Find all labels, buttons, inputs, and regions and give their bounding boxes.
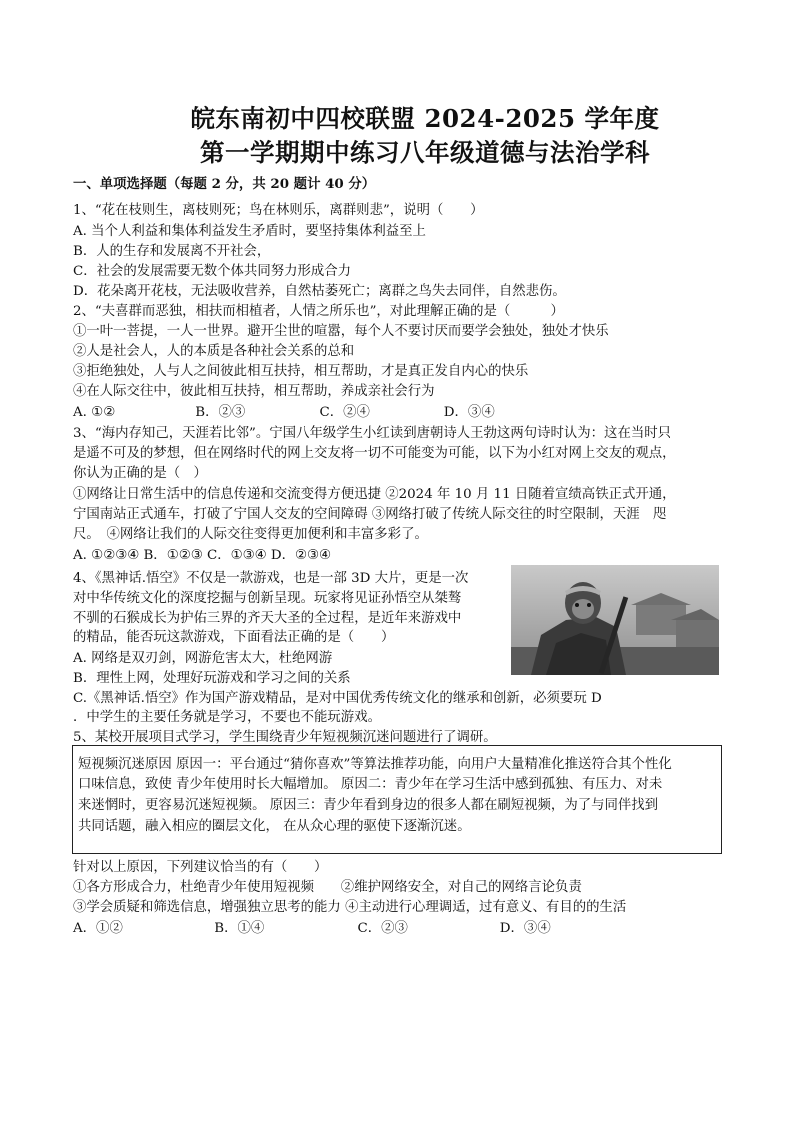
q2-statement-3: ③拒绝独处，人与人之间彼此相互扶持，相互帮助，才是真正发自内心的快乐 <box>73 364 529 379</box>
q5-material-line3: 来迷惘时，更容易沉迷短视频。 原因三：青少年看到身边的很多人都在刷短视频，为了与同伴找到 <box>78 798 659 813</box>
q5-question: 针对以上原因，下列建议恰当的有（ ） <box>73 860 328 875</box>
q2-stem: 2、“夫喜群而恶独，相扶而相植者，人情之所乐也”，对此理解正确的是（ ） <box>73 304 564 319</box>
q3-statement-line3: 尺。 ④网络让我们的人际交往变得更加便利和丰富多彩了。 <box>73 527 428 542</box>
q5-stem: 5、某校开展项目式学习，学生围绕青少年短视频沉迷问题进行了调研。 <box>73 730 497 745</box>
q2-option-d: D．③④ <box>443 405 495 420</box>
q5-option-b: B．①④ <box>214 921 265 936</box>
q5-options <box>73 920 551 937</box>
q2-statement-4: ④在人际交往中，彼此相互扶持，相互帮助，养成亲社会行为 <box>73 384 435 399</box>
q3-statement-line1: ①网络让日常生活中的信息传递和交流变得方便迅捷 ②2024 年 10 月 11 日随着宣绩高铁正式开通， <box>73 487 676 502</box>
section-heading: 一、单项选择题（每题 2 分，共 20 题计 40 分） <box>73 176 376 192</box>
q5-option-a: A．①② <box>73 921 123 936</box>
exam-title-line2: 第一学期期中练习八年级道德与法治学科 <box>200 138 650 167</box>
wukong-illustration <box>511 565 719 675</box>
q1-stem: 1、“花在枝则生，离枝则死；鸟在林则乐，离群则悲”，说明（ ） <box>73 203 484 218</box>
q5-option-c: C．②③ <box>357 921 408 936</box>
q3-stem-line1: 3、“海内存知己，天涯若比邻”。宁国八年级学生小红读到唐朝诗人王勃这两句诗时认为：这在当时只 <box>73 426 672 441</box>
q1-option-a: A. 当个人利益和集体利益发生矛盾时，要坚持集体利益至上 <box>73 224 426 239</box>
q4-stem-line3: 不驯的石猴成长为护佑三界的齐天大圣的全过程，是近年来游戏中 <box>73 611 462 626</box>
q4-option-c: C.《黑神话.悟空》作为国产游戏精品，是对中国优秀传统文化的继承和创新，必须要玩 D <box>73 691 602 706</box>
q5-material-line2: 口味信息，致使 青少年使用时长大幅增加。 原因二：青少年在学习生活中感到孤独、有压力、对未 <box>78 777 663 792</box>
q2-statement-1: ①一叶一菩提，一人一世界。避开尘世的喧嚣，每个人不要讨厌而要学会独处，独处才快乐 <box>73 324 609 339</box>
q1-option-c: C．社会的发展需要无数个体共同努力形成合力 <box>73 264 352 279</box>
q4-option-b: B．理性上网，处理好玩游戏和学习之间的关系 <box>73 671 351 686</box>
q5-option-d: D．③④ <box>499 921 551 936</box>
q4-option-d: ．中学生的主要任务就是学习，不要也不能玩游戏。 <box>73 710 381 725</box>
q2-option-a: A. ①② <box>73 405 116 420</box>
q4-stem-line1: 4、《黑神话.悟空》不仅是一款游戏，也是一部 3D 大片，更是一次 <box>73 571 469 586</box>
q4-option-a: A. 网络是双刃剑，网游危害太大，杜绝网游 <box>73 651 333 666</box>
q2-option-c: C．②④ <box>319 405 370 420</box>
q5-statements-1-2: ①各方形成合力，杜绝青少年使用短视频 ②维护网络安全，对自己的网络言论负责 <box>73 880 582 895</box>
wukong-game-image <box>511 565 719 675</box>
exam-title-line1: 皖东南初中四校联盟 2024-2025 学年度 <box>190 104 660 133</box>
q2-option-b: B．②③ <box>195 405 246 420</box>
q2-options <box>73 404 495 421</box>
q1-option-d: D．花朵离开花枝，无法吸收营养，自然枯萎死亡；离群之鸟失去同伴，自然悲伤。 <box>73 284 566 299</box>
q1-option-b: B．人的生存和发展离不开社会， <box>73 244 271 259</box>
q3-stem-line2: 是遥不可及的梦想，但在网络时代的网上交友将一切不可能变为可能，以下为小红对网上交友的观点， <box>73 446 676 461</box>
q3-statement-line2: 宁国南站正式通车，打破了宁国人交友的空间障碍 ③网络打破了传统人际交往的时空限制，天涯 咫 <box>73 507 667 522</box>
q5-material-line1: 短视频沉迷原因 原因一：平台通过“猜你喜欢”等算法推荐功能，向用户大量精准化推送符合其个性化 <box>78 757 672 772</box>
q3-stem-line3: 你认为正确的是（ ） <box>73 466 207 481</box>
q5-material-line4: 共同话题，融入相应的圈层文化， 在从众心理的驱使下逐渐沉迷。 <box>78 819 471 834</box>
q4-stem-line4: 的精品，能否玩这款游戏，下面看法正确的是（ ） <box>73 630 395 645</box>
q5-statements-3-4: ③学会质疑和筛选信息，增强独立思考的能力 ④主动进行心理调适，过有意义、有目的的生活 <box>73 900 627 915</box>
q4-stem-line2: 对中华传统文化的深度挖掘与创新呈现。玩家将见证孙悟空从桀骜 <box>73 591 462 606</box>
q3-options: A. ①②③④ B．①②③ C．①③④ D．②③④ <box>73 548 332 563</box>
q2-statement-2: ②人是社会人，人的本质是各种社会关系的总和 <box>73 344 355 359</box>
